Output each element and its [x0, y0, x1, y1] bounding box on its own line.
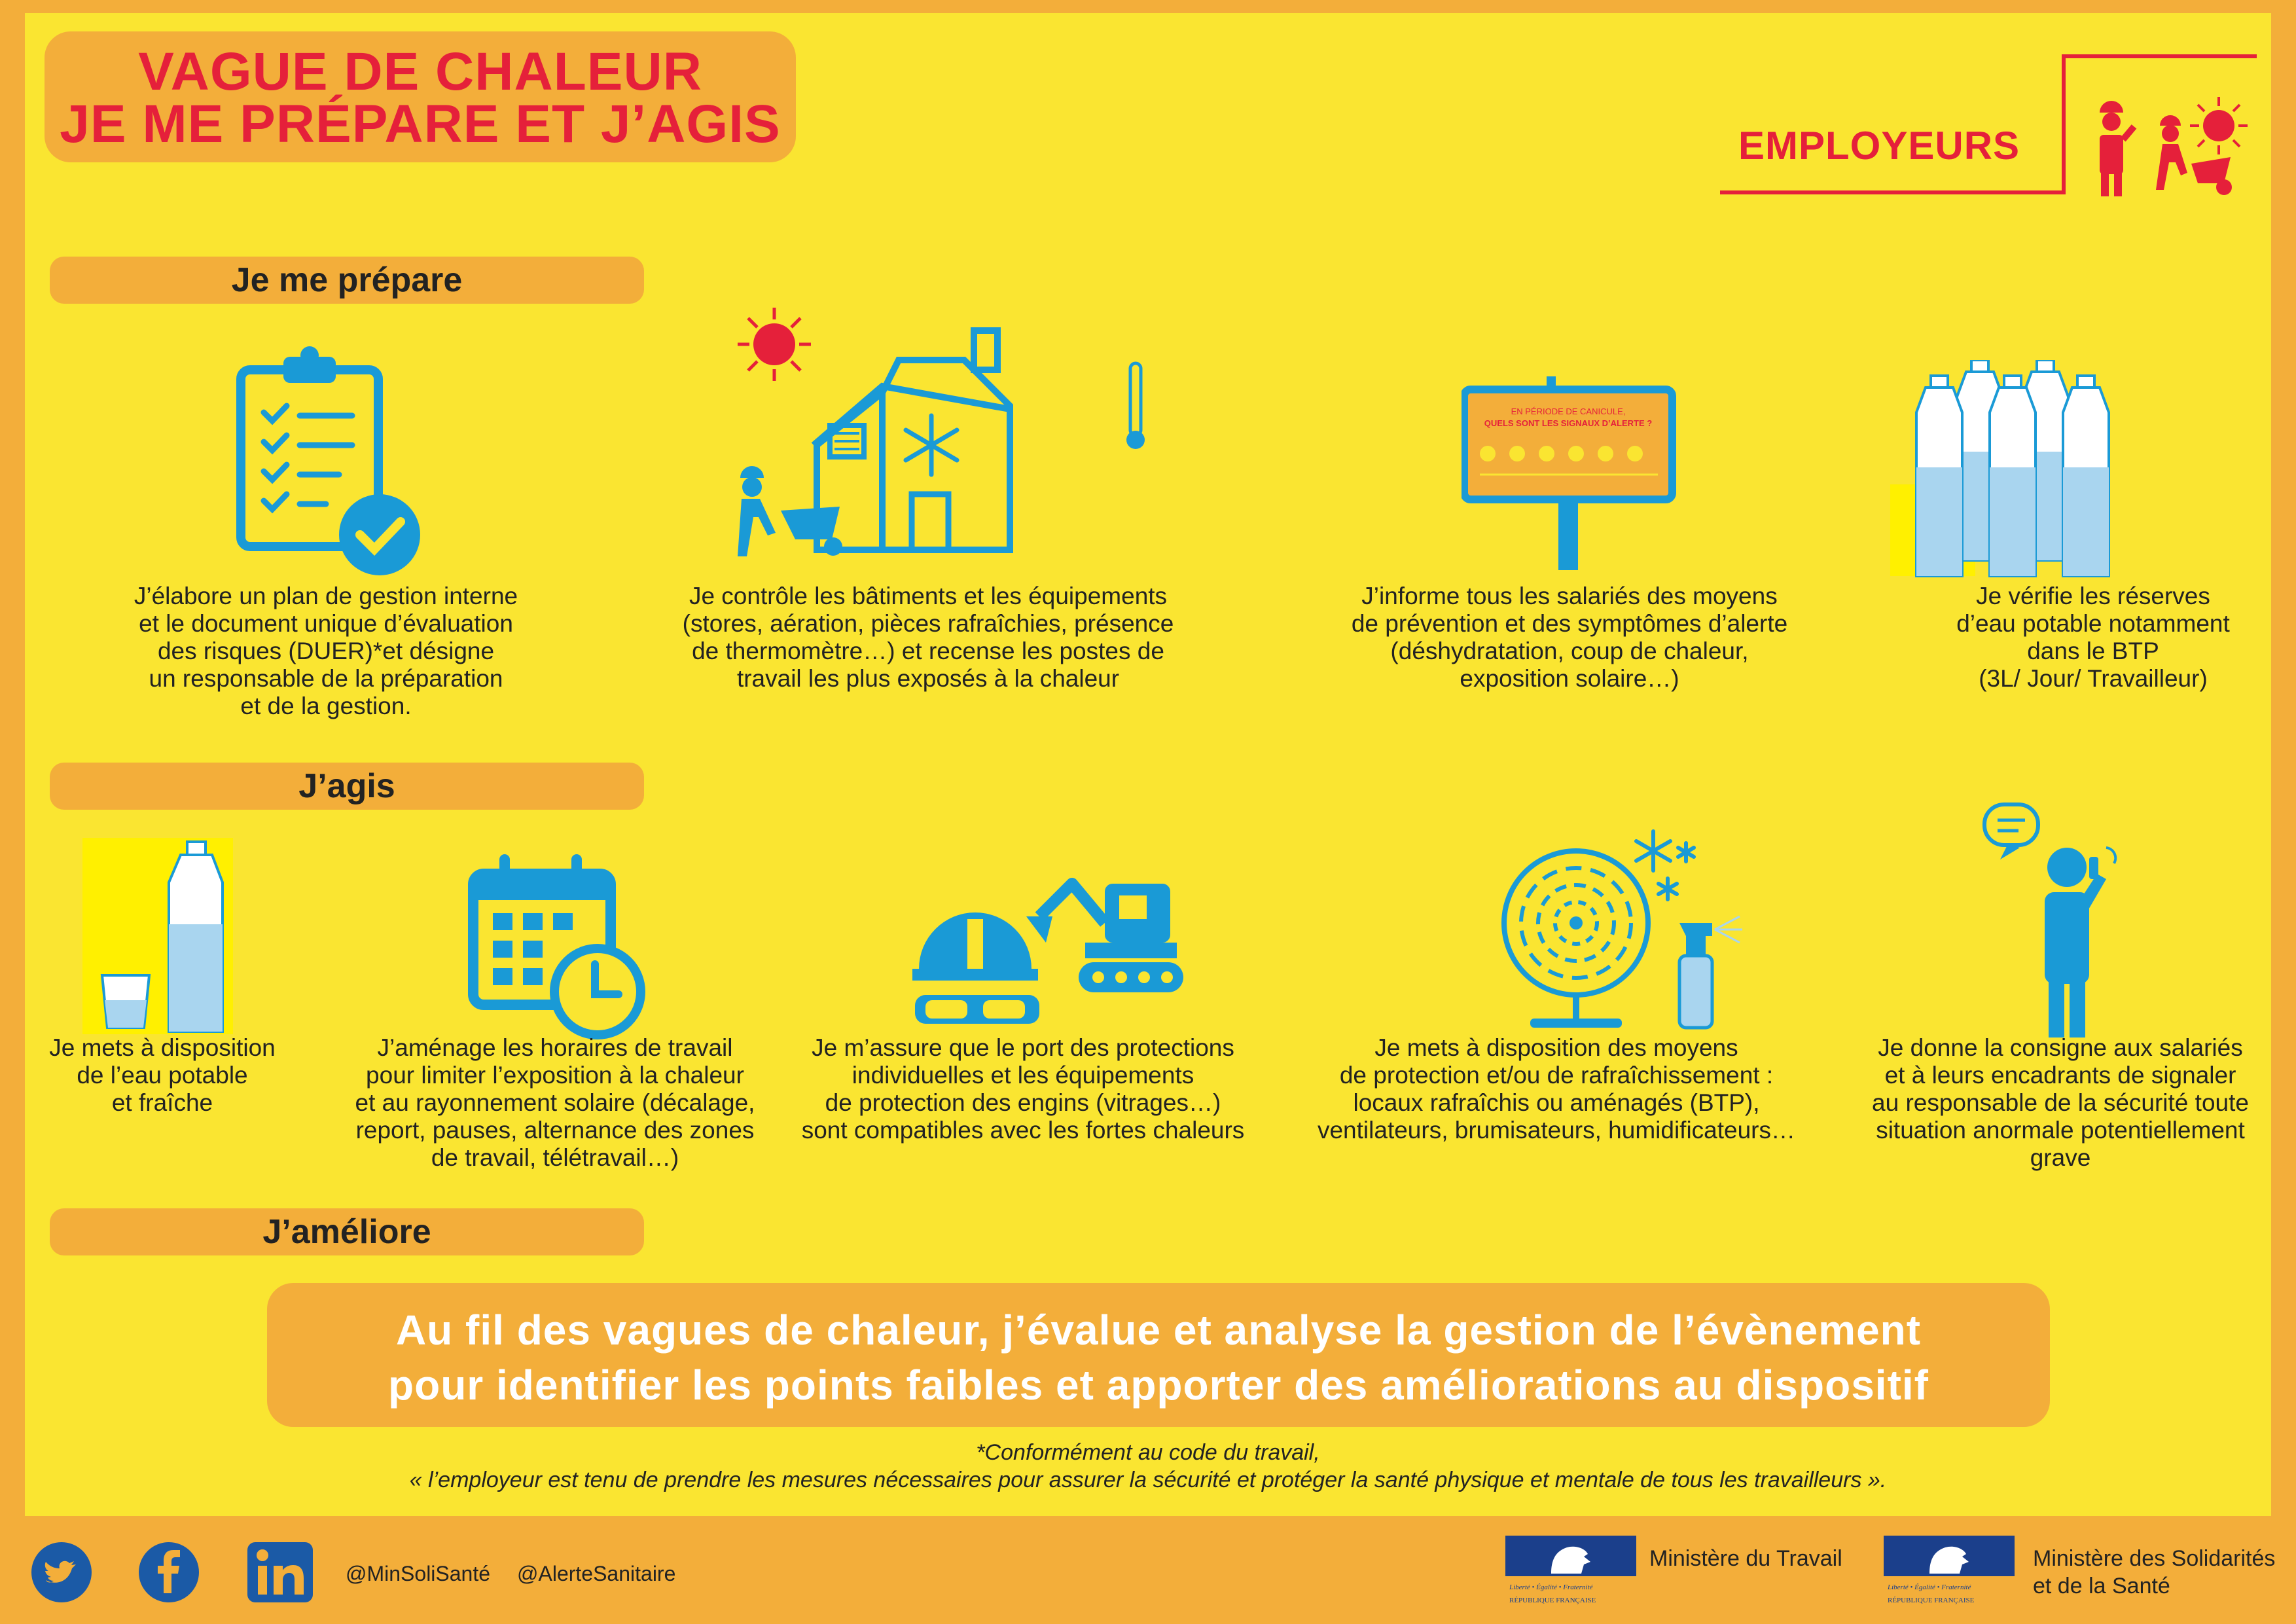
- footnote: *Conformément au code du travail, « l’employeur est tenu de prendre les mesures nécessaires pour assurer la sécurité et protéger la santé physique et mentale de tous les travailleurs ».: [409, 1440, 1887, 1492]
- improve-line-1: Au fil des vagues de chaleur, j’évalue et analyse la gestion de l’évènement: [395, 1307, 1922, 1354]
- social-handle-2[interactable]: @AlerteSanitaire: [517, 1562, 676, 1585]
- svg-text:Liberté • Égalité • Fraternité: Liberté • Égalité • Fraternité: [1888, 1583, 1971, 1591]
- ministry-label-2: Ministère des Solidarités et de la Santé: [2033, 1546, 2276, 1598]
- water-bottle-glass-icon: [82, 825, 240, 1044]
- improve-line-2: pour identifier les points faibles et apporter des améliorations au dispositif: [388, 1362, 1929, 1409]
- prepare-text-2: Je contrôle les bâtiments et les équipements (stores, aération, pièces rafraîchies, présence de thermomètre…) et recense les postes de travail les plus exposés à la chaleur: [682, 583, 1174, 692]
- title-line-2: JE ME PRÉPARE ET J’AGIS: [60, 94, 781, 154]
- section-prepare: Je me prépare: [50, 257, 644, 304]
- act-text-3: Je m’assure que le port des protections individuelles et les équipements de protection des engins (vitrages…) sont compatibles avec les fortes chaleurs: [801, 1034, 1245, 1144]
- title-banner: [45, 31, 796, 162]
- water-bottles-icon: [1890, 360, 2126, 586]
- marianne-logo-1: [1505, 1536, 1636, 1617]
- poster: [25, 13, 2271, 1516]
- prepare-text-3: J’informe tous les salariés des moyens de prévention et des symptômes d’alerte (déshydratation, coup de chaleur, exposition solaire…): [1351, 583, 1788, 692]
- svg-text:RÉPUBLIQUE FRANÇAISE: RÉPUBLIQUE FRANÇAISE: [1509, 1597, 1596, 1604]
- svg-text:RÉPUBLIQUE FRANÇAISE: RÉPUBLIQUE FRANÇAISE: [1888, 1597, 1975, 1604]
- section-act: J’agis: [50, 763, 644, 810]
- ministry-label-1: Ministère du Travail: [1649, 1546, 1842, 1571]
- audience-label: EMPLOYEURS: [1738, 124, 2020, 168]
- building-check-icon: [722, 301, 1167, 566]
- social-handle-1[interactable]: @MinSoliSanté: [346, 1562, 491, 1585]
- helmet-goggles-excavator-icon: [908, 864, 1210, 1038]
- information-sign-icon: [1462, 376, 1677, 576]
- audience-badge: [1720, 46, 2257, 196]
- twitter-icon[interactable]: [31, 1542, 92, 1606]
- title-line-1: VAGUE DE CHALEUR: [138, 42, 702, 101]
- section-improve: J’améliore: [50, 1208, 644, 1255]
- workers-sun-icon: [1720, 46, 2257, 196]
- svg-text:Liberté • Égalité • Fraternité: Liberté • Égalité • Fraternité: [1509, 1583, 1593, 1591]
- person-phone-icon: [1982, 802, 2145, 1041]
- prepare-text-1: J’élabore un plan de gestion interne et le document unique d’évaluation des risques (DUER)*et désigne un responsable de la préparation et de la gestion.: [134, 583, 518, 719]
- act-text-2: J’aménage les horaires de travail pour limiter l’exposition à la chaleur et au rayonnement solaire (décalage, report, pauses, alternance des zones de travail, télétravail…): [355, 1034, 755, 1171]
- sign-line-1: EN PÉRIODE DE CANICULE,: [1511, 406, 1626, 416]
- sign-line-2: QUELS SONT LES SIGNAUX D’ALERTE ?: [1484, 418, 1653, 428]
- linkedin-icon[interactable]: [247, 1542, 313, 1606]
- improve-banner: [267, 1283, 2050, 1427]
- act-text-5: Je donne la consigne aux salariés et à leurs encadrants de signaler au responsable de la sécurité toute situation anormale potentiellement grave: [1872, 1034, 2249, 1171]
- marianne-logo-2: [1884, 1536, 2015, 1617]
- clipboard-check-icon: [234, 344, 431, 589]
- prepare-text-4: Je vérifie les réserves d’eau potable notamment dans le BTP (3L/ Jour/ Travailleur): [1956, 583, 2230, 692]
- calendar-clock-icon: [467, 854, 650, 1047]
- act-text-1: Je mets à disposition de l’eau potable et fraîche: [49, 1034, 276, 1116]
- fan-mister-icon: [1478, 818, 1753, 1038]
- facebook-icon[interactable]: [139, 1542, 199, 1606]
- act-text-4: Je mets à disposition des moyens de protection et/ou de rafraîchissement : locaux rafraîchis ou aménagés (BTP), ventilateurs, brumisateurs, humidificateurs…: [1317, 1034, 1795, 1144]
